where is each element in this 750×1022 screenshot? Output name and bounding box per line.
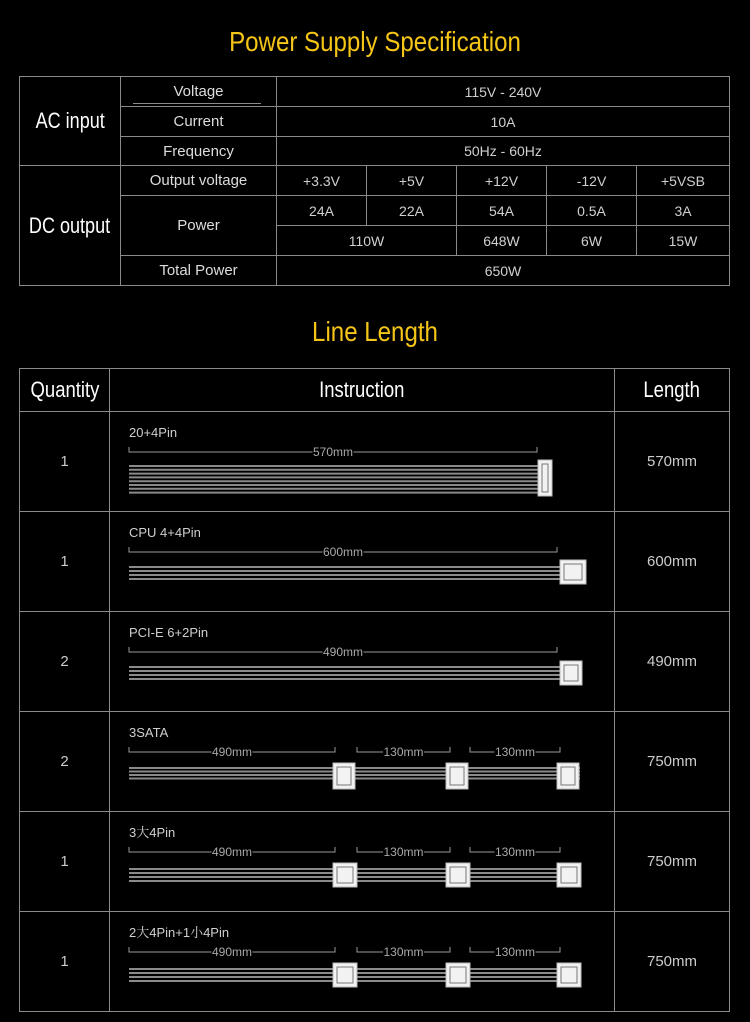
- row-quantity: 2: [19, 611, 110, 712]
- watts-neg12v: 6W: [546, 225, 637, 256]
- row-quantity: 1: [19, 411, 110, 512]
- line-length-title: Line Length: [312, 316, 438, 347]
- row-quantity: 2: [19, 711, 110, 812]
- frequency-value: 50Hz - 60Hz: [276, 136, 730, 166]
- watts-5vsb: 15W: [636, 225, 730, 256]
- voltage-underline: [133, 103, 260, 104]
- rail-12v: +12V: [456, 165, 547, 196]
- atx-connector: [538, 460, 552, 496]
- connector-1: [333, 963, 357, 987]
- cable-name: 20+4Pin: [129, 425, 178, 440]
- cable-name: 3大4Pin: [129, 825, 176, 840]
- row-length: 600mm: [614, 511, 730, 612]
- dimension-label: 130mm: [383, 945, 424, 959]
- dimension-label: 130mm: [494, 945, 536, 959]
- power-label: Power: [120, 195, 277, 256]
- cable-name: PCI-E 6+2Pin: [129, 625, 209, 640]
- cable-diagram: [110, 612, 614, 711]
- connector-2: [446, 763, 468, 789]
- cable-diagram: [110, 912, 614, 1011]
- output-voltage-label: Output voltage: [120, 165, 277, 196]
- connector-1: [333, 763, 355, 789]
- dimension-label: 130mm: [494, 845, 536, 859]
- connector-1: [333, 863, 357, 887]
- header-quantity: Quantity: [19, 368, 110, 412]
- header-length: Length: [614, 368, 730, 412]
- total-power-value: 650W: [276, 255, 730, 286]
- row-instruction: [109, 811, 615, 912]
- cable-diagram: [110, 712, 614, 811]
- connector-2: [446, 863, 470, 887]
- row-quantity: 1: [19, 911, 110, 1012]
- total-power-label: Total Power: [120, 255, 277, 286]
- connector-3: [557, 863, 581, 887]
- dimension-label: 490mm: [211, 945, 253, 959]
- current-value: 10A: [276, 106, 730, 137]
- dimension-label: 490mm: [211, 845, 253, 859]
- rail-5v: +5V: [366, 165, 457, 196]
- amps-3v3: 24A: [276, 195, 367, 226]
- rail-neg12v: -12V: [546, 165, 637, 196]
- row-length: 570mm: [614, 411, 730, 512]
- dimension-label: 130mm: [494, 745, 536, 759]
- spec-table: [19, 76, 730, 286]
- spec-title: Power Supply Specification: [229, 26, 521, 57]
- cable-name: CPU 4+4Pin: [129, 525, 201, 540]
- row-instruction: [109, 711, 615, 812]
- voltage-value: 115V - 240V: [276, 76, 730, 107]
- row-quantity: 1: [19, 811, 110, 912]
- dimension-label: 600mm: [322, 545, 364, 559]
- watts-12v: 648W: [456, 225, 547, 256]
- connector-3: [557, 963, 581, 987]
- dimension-label: 130mm: [383, 845, 424, 859]
- rail-5vsb: +5VSB: [636, 165, 730, 196]
- row-quantity: 1: [19, 511, 110, 612]
- row-instruction: [109, 511, 615, 612]
- amps-neg12v: 0.5A: [546, 195, 637, 226]
- pcie-connector: [560, 661, 582, 685]
- rail-3v3: +3.3V: [276, 165, 367, 196]
- amps-5v: 22A: [366, 195, 457, 226]
- cable-diagram: [110, 412, 614, 511]
- cable-diagram: [110, 512, 614, 611]
- dimension-label: 570mm: [312, 445, 354, 459]
- row-length: 490mm: [614, 611, 730, 712]
- dimension-label: 490mm: [322, 645, 364, 659]
- line-length-table: [19, 368, 730, 1011]
- row-length: 750mm: [614, 711, 730, 812]
- cable-name: 3SATA: [129, 725, 169, 740]
- connector-2: [446, 963, 470, 987]
- cable-name: 2大4Pin+1小4Pin: [129, 925, 230, 940]
- voltage-label-cell: [120, 76, 277, 107]
- watts-3v3-5v: 110W: [276, 225, 457, 256]
- row-length: 750mm: [614, 911, 730, 1012]
- amps-5vsb: 3A: [636, 195, 730, 226]
- cpu-connector: [560, 560, 586, 584]
- row-instruction: [109, 911, 615, 1012]
- dimension-label: 130mm: [383, 745, 424, 759]
- row-instruction: [109, 411, 615, 512]
- current-label: Current: [120, 106, 277, 137]
- row-length: 750mm: [614, 811, 730, 912]
- frequency-label: Frequency: [120, 136, 277, 166]
- cable-diagram: [110, 812, 614, 911]
- header-instruction: Instruction: [109, 368, 615, 412]
- dc-output-label: DC output: [19, 165, 121, 286]
- dimension-label: 490mm: [211, 745, 253, 759]
- ac-input-label: AC input: [19, 76, 121, 166]
- connector-3: [557, 763, 579, 789]
- amps-12v: 54A: [456, 195, 547, 226]
- row-instruction: [109, 611, 615, 712]
- voltage-label: Voltage: [173, 83, 224, 100]
